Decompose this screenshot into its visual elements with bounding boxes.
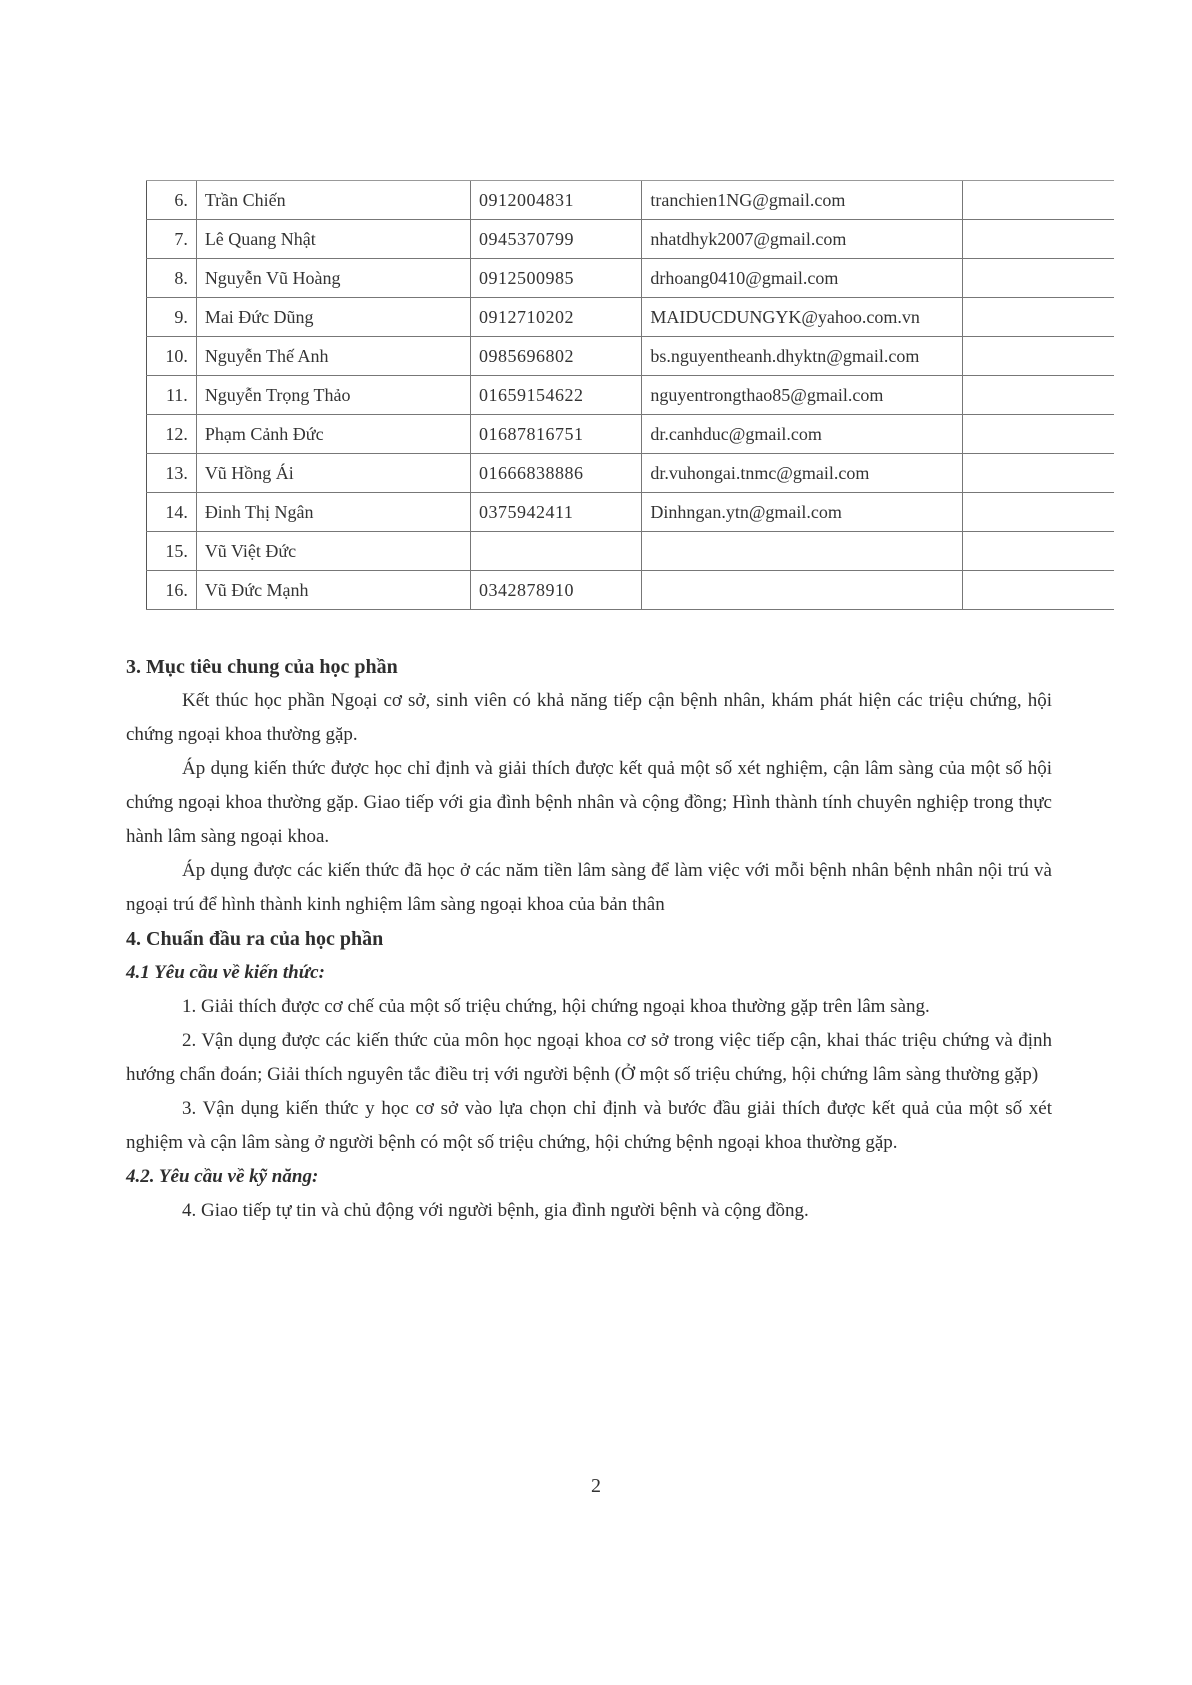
row-number: 13. xyxy=(147,454,197,493)
staff-name: Nguyễn Trọng Thảo xyxy=(196,376,470,415)
empty-cell xyxy=(963,571,1114,610)
empty-cell xyxy=(963,298,1114,337)
empty-cell xyxy=(963,454,1114,493)
row-number: 7. xyxy=(147,220,197,259)
section-4-1-heading: 4.1 Yêu cầu về kiến thức: xyxy=(126,962,325,983)
staff-email: nhatdhyk2007@gmail.com xyxy=(642,220,963,259)
staff-email: dr.vuhongai.tnmc@gmail.com xyxy=(642,454,963,493)
page-number: 2 xyxy=(591,1475,601,1497)
row-number: 15. xyxy=(147,532,197,571)
staff-phone: 0912500985 xyxy=(471,259,642,298)
staff-phone: 0342878910 xyxy=(471,571,642,610)
section-3-paragraph-1: Kết thúc học phần Ngoại cơ sở, sinh viên có khả năng tiếp cận bệnh nhân, khám phát hiện các triệu chứng, hội chứng ngoại khoa thường gặp. xyxy=(126,690,1052,745)
staff-phone: 0912004831 xyxy=(471,181,642,220)
table-row xyxy=(147,259,1115,298)
table-row xyxy=(147,415,1115,454)
section-3-heading: 3. Mục tiêu chung của học phần xyxy=(126,656,398,678)
section-3-paragraph-2: Áp dụng kiến thức được học chỉ định và giải thích được kết quả một số xét nghiệm, cận lâm sàng của một số hội chứng ngoại khoa thường gặp. Giao tiếp với gia đình bệnh nhân và cộng đồng; Hình thành tính chuyên nghiệp trong thực hành lâm sàng ngoại khoa. xyxy=(126,758,1052,847)
staff-phone: 0375942411 xyxy=(471,493,642,532)
knowledge-item-2: 2. Vận dụng được các kiến thức của môn học ngoại khoa cơ sở trong việc tiếp cận, khai thác triệu chứng và định hướng chẩn đoán; Giải thích nguyên tắc điều trị với người bệnh (Ở một số triệu chứng, hội chứng lâm sàng thường gặp) xyxy=(126,1030,1052,1085)
skill-item-4: 4. Giao tiếp tự tin và chủ động với người bệnh, gia đình người bệnh và cộng đồng. xyxy=(182,1200,809,1221)
row-number: 8. xyxy=(147,259,197,298)
staff-phone: 01666838886 xyxy=(471,454,642,493)
section-4-2-heading: 4.2. Yêu cầu về kỹ năng: xyxy=(126,1166,319,1187)
empty-cell xyxy=(963,376,1114,415)
staff-email: nguyentrongthao85@gmail.com xyxy=(642,376,963,415)
empty-cell xyxy=(963,181,1114,220)
table-row xyxy=(147,376,1115,415)
staff-phone: 01687816751 xyxy=(471,415,642,454)
knowledge-item-3: 3. Vận dụng kiến thức y học cơ sở vào lựa chọn chỉ định và bước đầu giải thích được kết quả của một số xét nghiệm và cận lâm sàng ở người bệnh có một số triệu chứng, hội chứng bệnh ngoại khoa thường gặp. xyxy=(126,1098,1052,1153)
row-number: 9. xyxy=(147,298,197,337)
table-row xyxy=(147,532,1115,571)
staff-contact-table xyxy=(146,180,1114,610)
staff-email: bs.nguyentheanh.dhyktn@gmail.com xyxy=(642,337,963,376)
table-row xyxy=(147,181,1115,220)
empty-cell xyxy=(963,259,1114,298)
table-row xyxy=(147,337,1115,376)
table-row xyxy=(147,493,1115,532)
row-number: 16. xyxy=(147,571,197,610)
row-number: 10. xyxy=(147,337,197,376)
empty-cell xyxy=(963,220,1114,259)
table-row xyxy=(147,298,1115,337)
staff-name: Vũ Đức Mạnh xyxy=(196,571,470,610)
row-number: 12. xyxy=(147,415,197,454)
staff-name: Nguyễn Thế Anh xyxy=(196,337,470,376)
empty-cell xyxy=(963,337,1114,376)
staff-email: MAIDUCDUNGYK@yahoo.com.vn xyxy=(642,298,963,337)
row-number: 14. xyxy=(147,493,197,532)
staff-name: Đinh Thị Ngân xyxy=(196,493,470,532)
staff-email xyxy=(642,571,963,610)
table-row xyxy=(147,571,1115,610)
staff-phone: 0985696802 xyxy=(471,337,642,376)
knowledge-item-1: 1. Giải thích được cơ chế của một số triệu chứng, hội chứng ngoại khoa thường gặp trên lâm sàng. xyxy=(182,996,930,1017)
empty-cell xyxy=(963,415,1114,454)
staff-email: Dinhngan.ytn@gmail.com xyxy=(642,493,963,532)
table-row xyxy=(147,454,1115,493)
staff-name: Vũ Hồng Ái xyxy=(196,454,470,493)
staff-phone: 0912710202 xyxy=(471,298,642,337)
staff-email xyxy=(642,532,963,571)
staff-phone: 0945370799 xyxy=(471,220,642,259)
staff-email: tranchien1NG@gmail.com xyxy=(642,181,963,220)
row-number: 11. xyxy=(147,376,197,415)
table-row xyxy=(147,220,1115,259)
empty-cell xyxy=(963,532,1114,571)
staff-name: Mai Đức Dũng xyxy=(196,298,470,337)
row-number: 6. xyxy=(147,181,197,220)
empty-cell xyxy=(963,493,1114,532)
section-3-paragraph-3: Áp dụng được các kiến thức đã học ở các năm tiền lâm sàng để làm việc với mỗi bệnh nhân bệnh nhân nội trú và ngoại trú để hình thành kinh nghiệm lâm sàng ngoại khoa của bản thân xyxy=(126,860,1052,915)
staff-name: Phạm Cảnh Đức xyxy=(196,415,470,454)
staff-phone xyxy=(471,532,642,571)
staff-name: Trần Chiến xyxy=(196,181,470,220)
staff-phone: 01659154622 xyxy=(471,376,642,415)
staff-name: Vũ Việt Đức xyxy=(196,532,470,571)
staff-name: Lê Quang Nhật xyxy=(196,220,470,259)
staff-email: drhoang0410@gmail.com xyxy=(642,259,963,298)
document-body xyxy=(126,650,1052,1228)
section-4-heading: 4. Chuẩn đầu ra của học phần xyxy=(126,928,384,950)
staff-name: Nguyễn Vũ Hoàng xyxy=(196,259,470,298)
staff-email: dr.canhduc@gmail.com xyxy=(642,415,963,454)
